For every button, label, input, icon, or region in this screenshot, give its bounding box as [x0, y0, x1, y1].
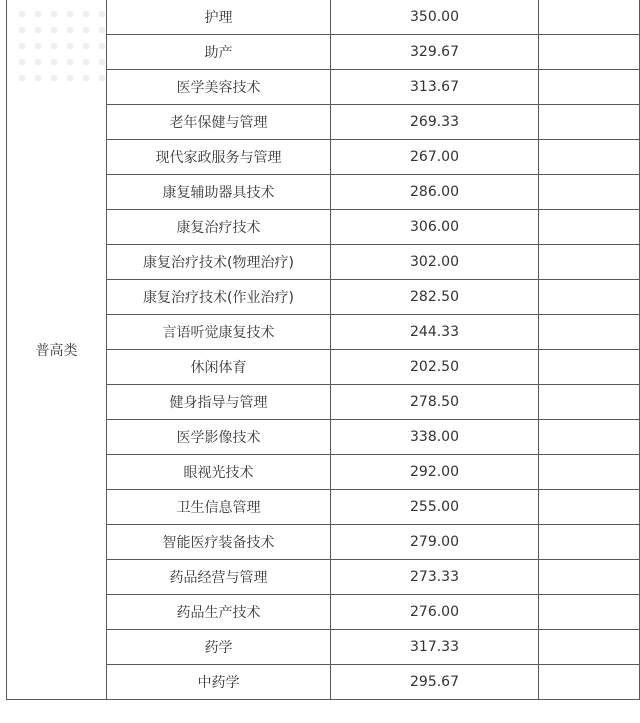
- empty-cell: [539, 385, 640, 420]
- empty-cell: [539, 175, 640, 210]
- major-cell: 卫生信息管理: [107, 490, 331, 525]
- category-label: 普高类: [35, 342, 78, 359]
- score-cell: 292.00: [331, 455, 539, 490]
- empty-cell: [539, 105, 640, 140]
- empty-cell: [539, 595, 640, 630]
- empty-cell: [539, 630, 640, 665]
- score-cell: 255.00: [331, 490, 539, 525]
- score-cell: 302.00: [331, 245, 539, 280]
- score-cell: 267.00: [331, 140, 539, 175]
- score-cell: 313.67: [331, 70, 539, 105]
- major-cell: 现代家政服务与管理: [107, 140, 331, 175]
- major-cell: 康复辅助器具技术: [107, 175, 331, 210]
- empty-cell: [539, 350, 640, 385]
- empty-cell: [539, 35, 640, 70]
- empty-cell: [539, 455, 640, 490]
- score-cell: 338.00: [331, 420, 539, 455]
- empty-cell: [539, 140, 640, 175]
- major-cell: 休闲体育: [107, 350, 331, 385]
- major-cell: 药品生产技术: [107, 595, 331, 630]
- empty-cell: [539, 560, 640, 595]
- major-cell: 药学: [107, 630, 331, 665]
- score-cell: 276.00: [331, 595, 539, 630]
- empty-cell: [539, 665, 640, 700]
- major-cell: 健身指导与管理: [107, 385, 331, 420]
- table-body: [7, 0, 640, 700]
- score-cell: 282.50: [331, 280, 539, 315]
- score-cell: 273.33: [331, 560, 539, 595]
- score-cell: 350.00: [331, 0, 539, 35]
- empty-cell: [539, 245, 640, 280]
- score-cell: 317.33: [331, 630, 539, 665]
- major-cell: 药品经营与管理: [107, 560, 331, 595]
- major-cell: 言语听觉康复技术: [107, 315, 331, 350]
- empty-cell: [539, 420, 640, 455]
- empty-cell: [539, 315, 640, 350]
- major-cell: 医学美容技术: [107, 70, 331, 105]
- major-cell: 康复治疗技术: [107, 210, 331, 245]
- score-cell: 295.67: [331, 665, 539, 700]
- empty-cell: [539, 525, 640, 560]
- empty-cell: [539, 70, 640, 105]
- major-cell: 老年保健与管理: [107, 105, 331, 140]
- major-cell: 护理: [107, 0, 331, 35]
- empty-cell: [539, 280, 640, 315]
- score-cell: 278.50: [331, 385, 539, 420]
- major-cell: 中药学: [107, 665, 331, 700]
- empty-cell: [539, 210, 640, 245]
- major-cell: 助产: [107, 35, 331, 70]
- major-cell: 医学影像技术: [107, 420, 331, 455]
- score-cell: 269.33: [331, 105, 539, 140]
- admission-score-table: [6, 0, 640, 700]
- major-cell: 智能医疗装备技术: [107, 525, 331, 560]
- major-cell: 康复治疗技术(作业治疗): [107, 280, 331, 315]
- score-cell: 279.00: [331, 525, 539, 560]
- score-cell: 286.00: [331, 175, 539, 210]
- empty-cell: [539, 490, 640, 525]
- major-cell: 眼视光技术: [107, 455, 331, 490]
- empty-cell: [539, 0, 640, 35]
- major-cell: 康复治疗技术(物理治疗): [107, 245, 331, 280]
- category-cell: [7, 0, 107, 700]
- score-cell: 202.50: [331, 350, 539, 385]
- score-cell: 244.33: [331, 315, 539, 350]
- score-cell: 329.67: [331, 35, 539, 70]
- table-row: [7, 0, 640, 35]
- score-cell: 306.00: [331, 210, 539, 245]
